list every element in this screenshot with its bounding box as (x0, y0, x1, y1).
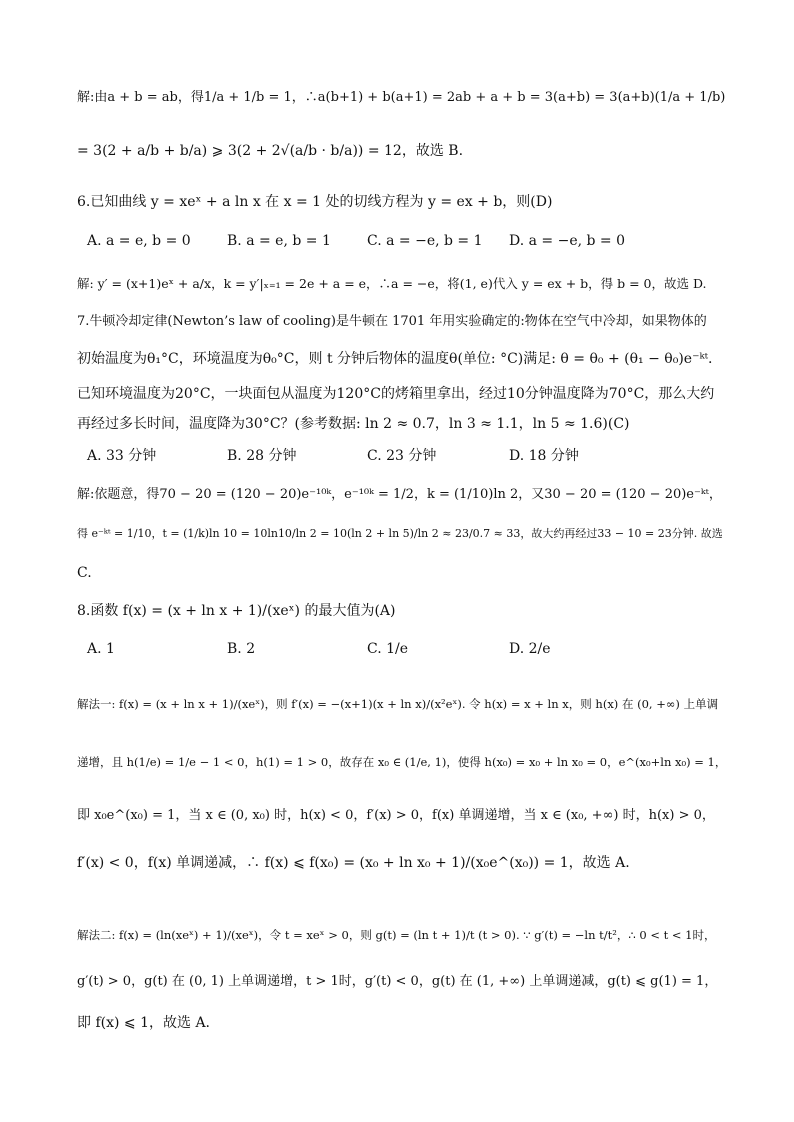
option-c: C. 1/e (367, 641, 409, 657)
option-a: A. a = e, b = 0 (87, 233, 191, 249)
solution-q6: 解: y′ = (x+1)eˣ + a/x，k = y′|ₓ₌₁ = 2e + a = e，∴a = −e，将(1, e)代入 y = ex + b，得 b = 0，故选 D. (77, 276, 707, 291)
question-7-stem-2: 初始温度为θ₁°C，环境温度为θ₀°C，则 t 分钟后物体的温度θ(单位: °C)满足: θ = θ₀ + (θ₁ − θ₀)e⁻ᵏᵗ. (77, 351, 713, 367)
question-7-stem-1: 7.牛顿冷却定律(Newton’s law of cooling)是牛顿在 1701 年用实验确定的:物体在空气中冷却，如果物体的 (77, 314, 707, 329)
option-c: C. a = −e, b = 1 (367, 233, 483, 249)
option-b: B. 2 (227, 641, 256, 657)
solution-q7-line-2: 得 e⁻ᵏᵗ = 1/10，t = (1/k)ln 10 = 10ln10/ln 2 = 10(ln 2 + ln 5)/ln 2 ≈ 23/0.7 ≈ 33，故大约再经过33 − 10 = 23分钟. 故选 (77, 527, 723, 540)
solution-q8-method2-line-2: g′(t) > 0，g(t) 在 (0, 1) 上单调递增，t > 1时，g′(t) < 0，g(t) 在 (1, +∞) 上单调递减，g(t) ⩽ g(1) = 1， (77, 974, 718, 989)
solution-q7-line-1: 解:依题意，得70 − 20 = (120 − 20)e⁻¹⁰ᵏ，e⁻¹⁰ᵏ = 1/2，k = (1/10)ln 2，又30 − 20 = (120 − 20)e⁻ᵏᵗ， (77, 487, 722, 502)
question-8-stem: 8.函数 f(x) = (x + ln x + 1)/(xeˣ) 的最大值为(A) (77, 603, 396, 619)
option-d: D. 18 分钟 (509, 448, 579, 464)
solution-q7-line-3: C. (77, 565, 92, 581)
solution-q8-method1-line-3: 即 x₀e^(x₀) = 1，当 x ∈ (0, x₀) 时，h(x) < 0，f′(x) > 0，f(x) 单调递增，当 x ∈ (x₀, +∞) 时，h(x) > 0， (77, 808, 715, 823)
solution-q8-method1-line-4: f′(x) < 0，f(x) 单调递减，∴ f(x) ⩽ f(x₀) = (x₀ + ln x₀ + 1)/(x₀e^(x₀)) = 1，故选 A. (77, 855, 630, 871)
solution-q8-method2-line-1: 解法二: f(x) = (ln(xeˣ) + 1)/(xeˣ)，令 t = xeˣ > 0，则 g(t) = (ln t + 1)/t (t > 0). ∵ g′(t) = −ln t/t²，∴ 0 < t < 1时， (77, 928, 716, 942)
option-d: D. 2/e (509, 641, 551, 657)
solution-q8-method1-line-2: 递增，且 h(1/e) = 1/e − 1 < 0，h(1) = 1 > 0，故存在 x₀ ∈ (1/e, 1)，使得 h(x₀) = x₀ + ln x₀ = 0，e^(x₀+ln x₀) = 1， (77, 755, 727, 769)
solution-q8-method2-line-3: 即 f(x) ⩽ 1，故选 A. (77, 1015, 210, 1031)
solution-q5-line-2: = 3(2 + a/b + b/a) ⩾ 3(2 + 2√(a/b · b/a)) = 12，故选 B. (77, 143, 464, 159)
question-6-stem: 6.已知曲线 y = xeˣ + a ln x 在 x = 1 处的切线方程为 y = ex + b，则(D) (77, 194, 553, 210)
question-7-stem-3: 已知环境温度为20°C，一块面包从温度为120°C的烤箱里拿出，经过10分钟温度降为70°C，那么大约 (77, 386, 715, 402)
option-d: D. a = −e, b = 0 (509, 233, 626, 249)
solution-q5-line-1: 解:由a + b = ab，得1/a + 1/b = 1，∴a(b+1) + b(a+1) = 2ab + a + b = 3(a+b) = 3(a+b)(1/a + 1/b) (77, 90, 726, 105)
option-c: C. 23 分钟 (367, 448, 437, 464)
option-a: A. 1 (87, 641, 115, 657)
option-b: B. 28 分钟 (227, 448, 297, 464)
solution-q8-method1-line-1: 解法一: f(x) = (x + ln x + 1)/(xeˣ)，则 f′(x) = −(x+1)(x + ln x)/(x²eˣ). 令 h(x) = x + ln x，则 h(x) 在 (0, +∞) 上单调 (77, 697, 719, 711)
question-7-stem-4: 再经过多长时间，温度降为30°C？(参考数据: ln 2 ≈ 0.7，ln 3 ≈ 1.1，ln 5 ≈ 1.6)(C) (77, 416, 630, 432)
option-a: A. 33 分钟 (87, 448, 157, 464)
option-b: B. a = e, b = 1 (227, 233, 331, 249)
